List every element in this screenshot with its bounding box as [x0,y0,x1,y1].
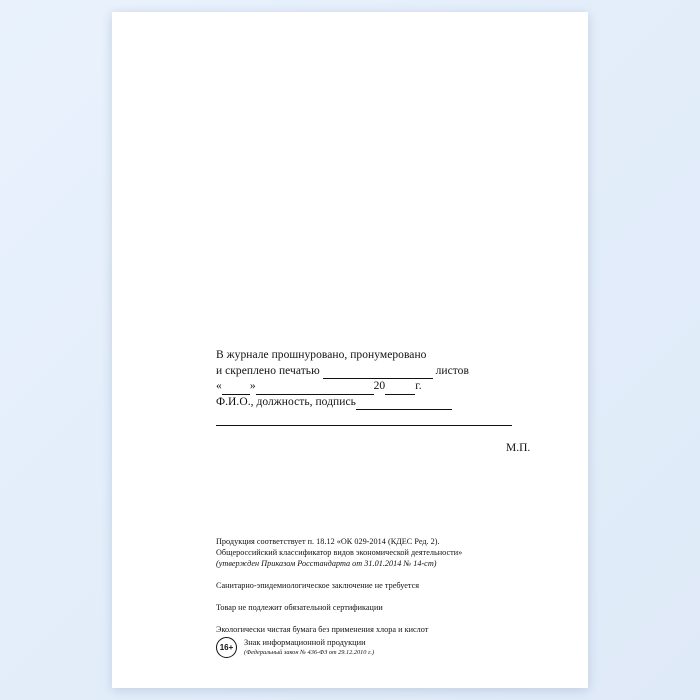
age-rating-row [216,637,374,658]
date-mid-quote: » [249,380,256,392]
legal-para1-line3: (утвержден Приказом Росстандарта от 31.01.2014 № 14-ст) [216,559,437,568]
legal-para3: Товар не подлежит обязательной сертификации [216,603,383,612]
age-rating-title: Знак информационной продукции [244,638,366,647]
legal-block [216,536,546,635]
legal-spacer-3 [216,613,546,624]
age-rating-note: (Федеральный закон № 436-ФЗ от 29.12.2010 г.) [244,649,375,656]
age-rating-badge-icon: 16+ [216,637,237,658]
date-open-quote: « [216,380,222,392]
document-page [112,12,588,688]
legal-para1-line1: Продукция соответствует п. 18.12 «ОК 029-2014 (КДЕС Ред. 2). [216,537,440,546]
legal-para2: Санитарно-эпидемиологическое заключение не требуется [216,581,420,590]
certification-line-5 [216,410,526,426]
legal-spacer-1 [216,569,546,580]
certification-line-2 [216,364,526,380]
page-content [112,12,588,688]
certification-line-4-label: Ф.И.О., должность, подпись [216,395,356,408]
legal-spacer-2 [216,591,546,602]
stamp-place-label: М.П. [506,442,531,454]
certification-line-1: В журнале прошнуровано, пронумеровано [216,349,427,361]
date-year-prefix: 20 [373,380,386,392]
date-year-suffix: г. [415,380,422,392]
age-rating-text [244,637,374,657]
certification-line-2-prefix: и скреплено печатью [216,364,320,377]
certification-line-4 [216,395,526,411]
extra-blank-line [216,425,512,426]
certification-block [216,348,531,454]
certification-line-3 [216,379,526,395]
certification-line-2-suffix: листов [435,364,469,377]
legal-para4: Экологически чистая бумага без применения хлора и кислот [216,625,429,634]
legal-para1-line2: Общероссийский классификатор видов экономической деятельности» [216,548,463,557]
